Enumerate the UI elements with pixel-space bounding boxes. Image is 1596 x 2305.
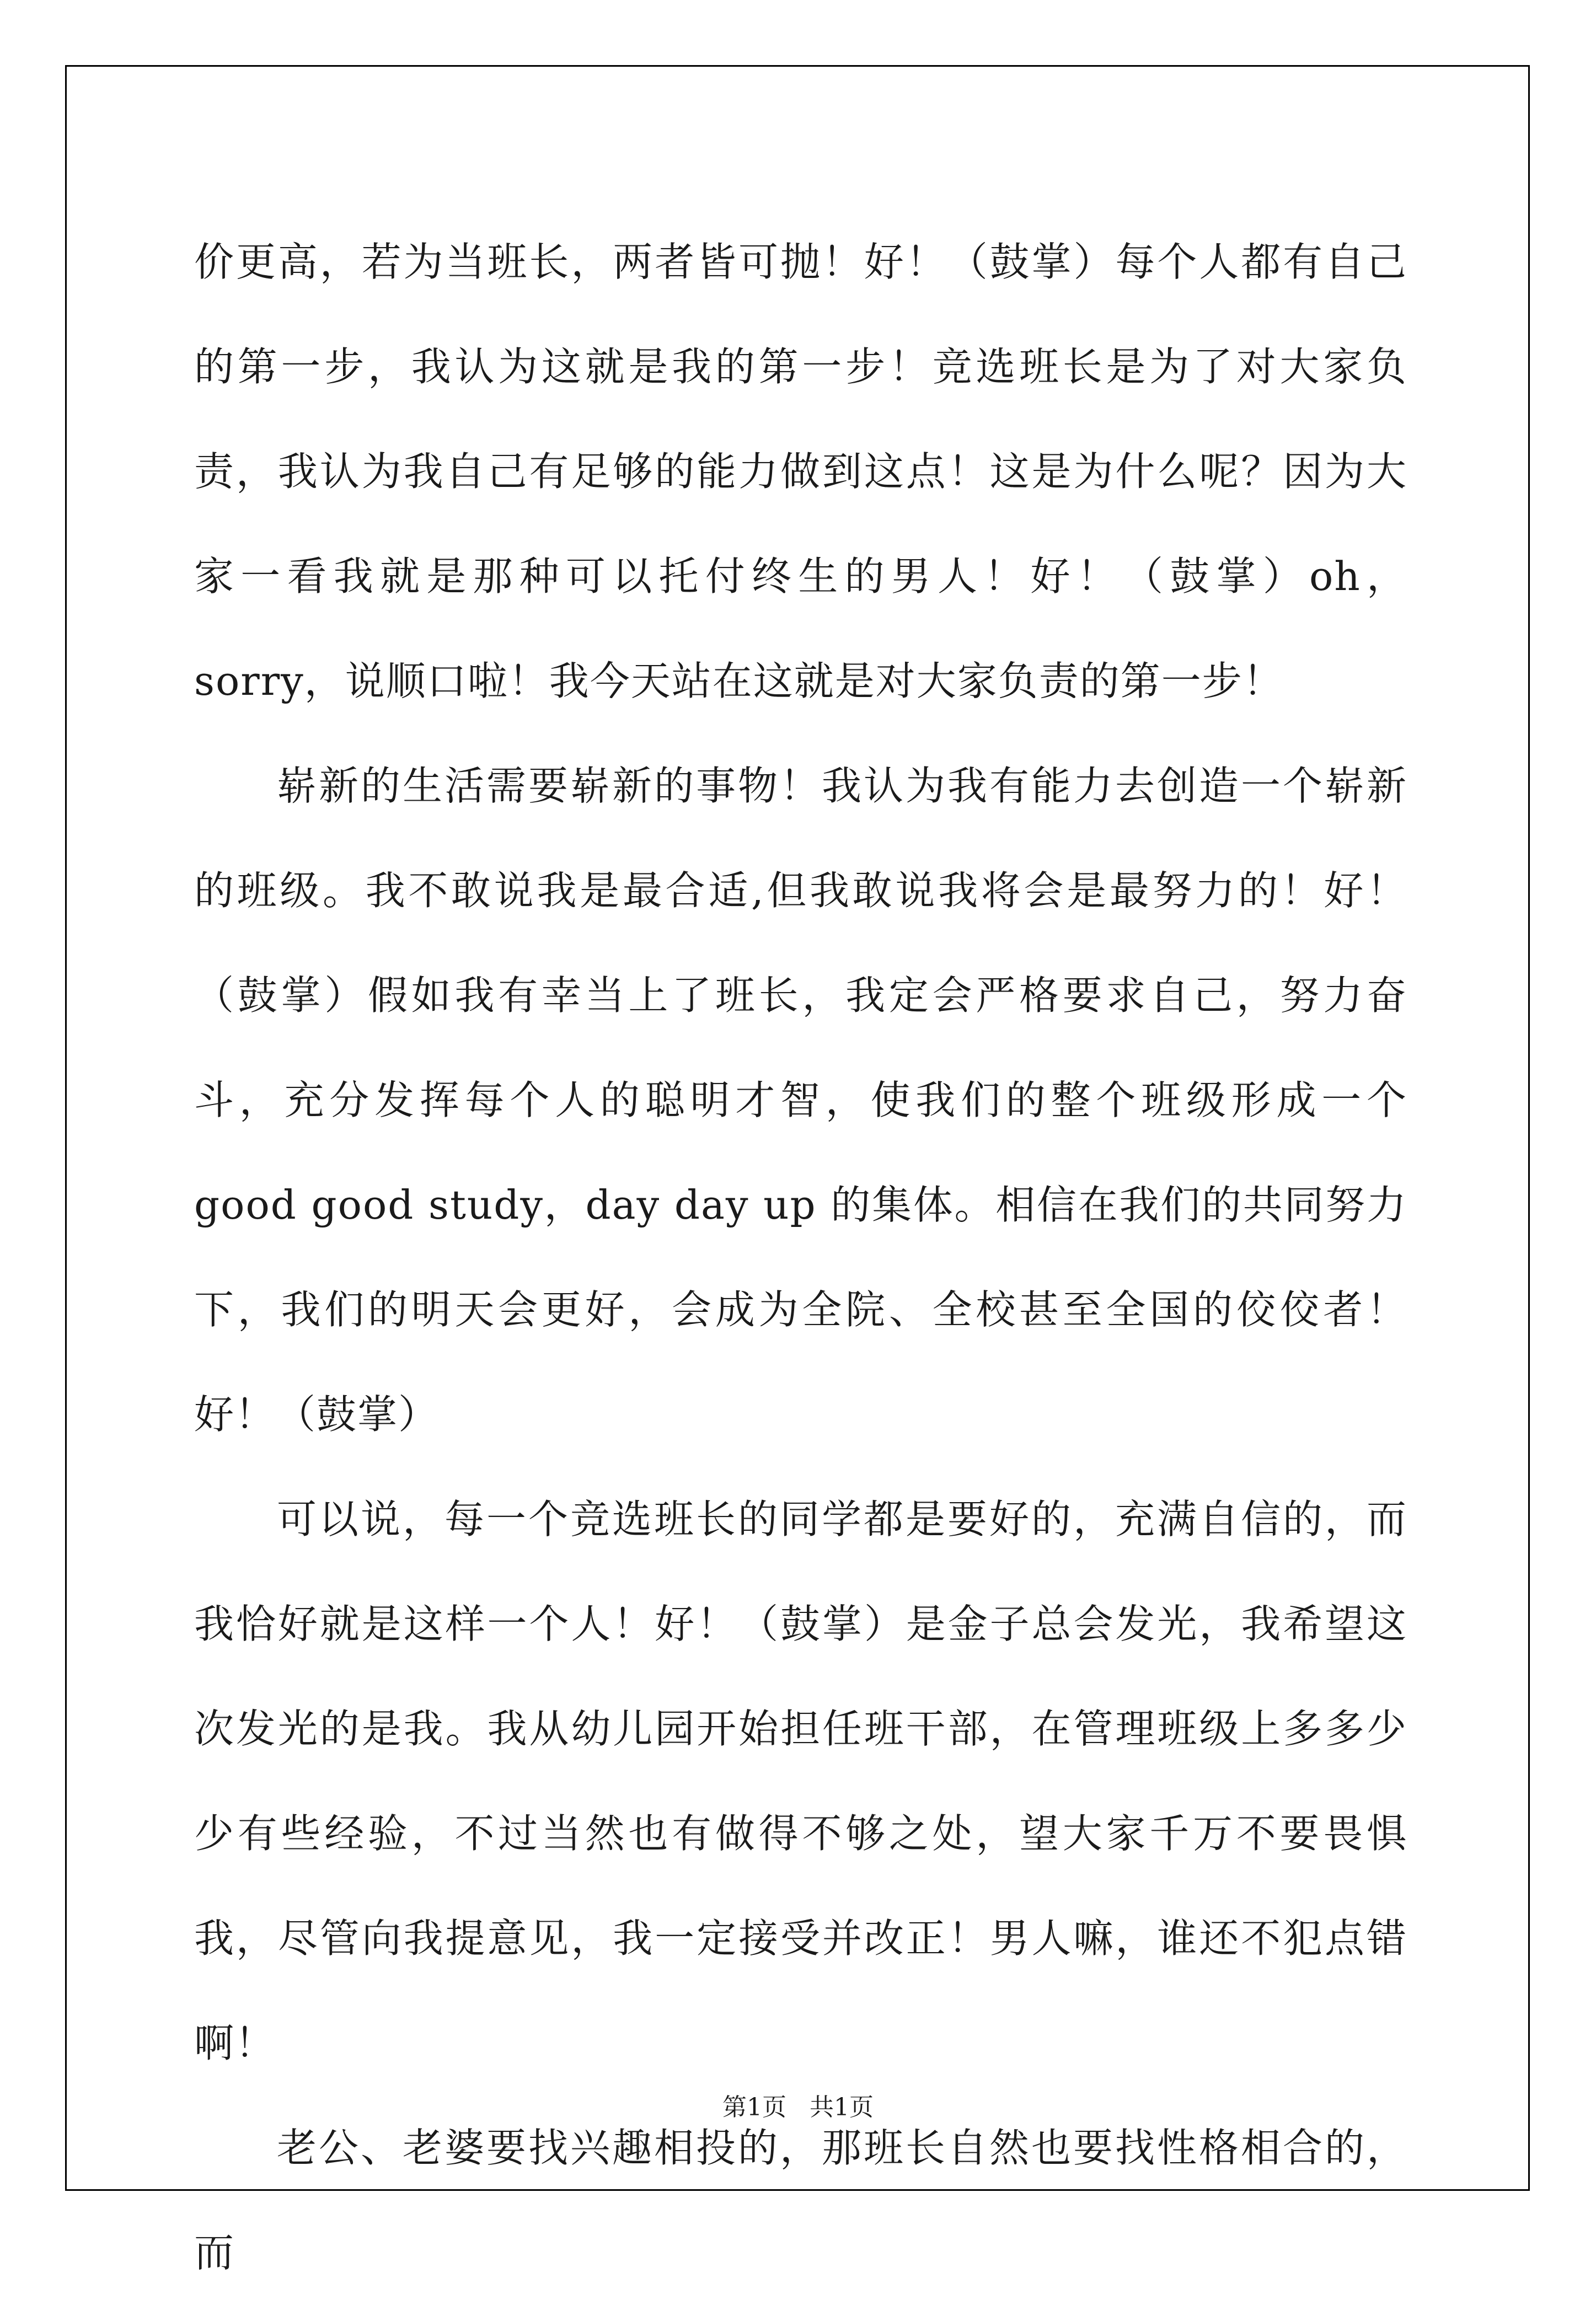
page-footer: 第1页 共1页: [722, 2093, 874, 2121]
paragraph-2: 崭新的生活需要崭新的事物！我认为我有能力去创造一个崭新的班级。我不敢说我是最合适,但我敢说我将会是最努力的！好！（鼓掌）假如我有幸当上了班长，我定会严格要求自己，努力奋斗，充分发挥每个人的聪明才智，使我们的整个班级形成一个 good good study，day day up 的集体。相信在我们的共同努力下，我们的明天会更好，会成为全院、全校甚至全国的佼佼者！好！（鼓掌）: [194, 763, 1407, 1438]
paragraph-3: 可以说，每一个竞选班长的同学都是要好的，充满自信的，而我恰好就是这样一个人！好！（鼓掌）是金子总会发光，我希望这次发光的是我。我从幼儿园开始担任班干部，在管理班级上多多少少有些经验，不过当然也有做得不够之处，望大家千万不要畏惧我，尽管向我提意见，我一定接受并改正！男人嘛，谁还不犯点错啊！: [194, 1496, 1407, 2066]
document-body: [194, 210, 1407, 2305]
paragraph-4: 老公、老婆要找兴趣相投的，那班长自然也要找性格相合的，而: [194, 2125, 1407, 2276]
paragraph-1: 价更高，若为当班长，两者皆可抛！好！（鼓掌）每个人都有自己的第一步，我认为这就是我的第一步！竞选班长是为了对大家负责，我认为我自己有足够的能力做到这点！这是为什么呢？因为大家一看我就是那种可以托付终生的男人！好！（鼓掌）oh，sorry，说顺口啦！我今天站在这就是对大家负责的第一步！: [194, 239, 1407, 704]
